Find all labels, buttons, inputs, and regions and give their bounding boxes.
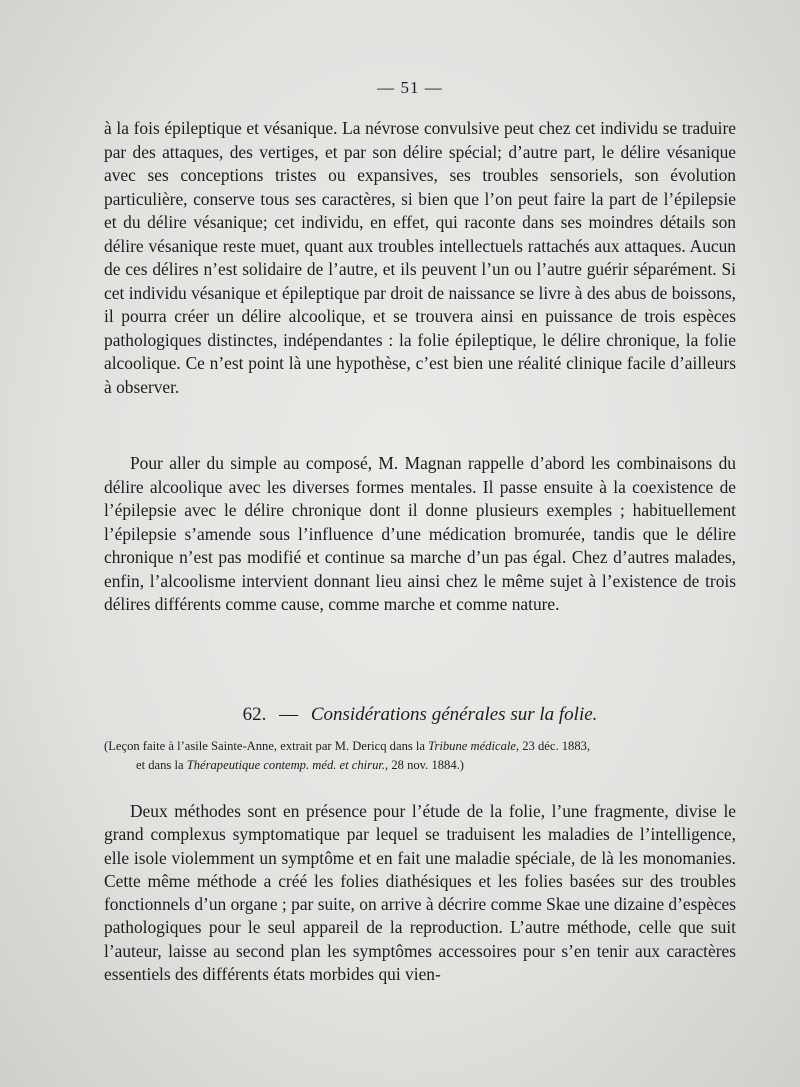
source-journal-therapeutique: Thérapeutique contemp. méd. et chirur. (186, 757, 386, 772)
section-number: 62. (242, 704, 267, 725)
section-dash: — (279, 704, 299, 725)
paragraph-3: Deux méthodes sont en présence pour l’étude de la folie, l’une fragmente, divise le grand complexus symptomatique par lequel se traduisent les maladies de l’intelligence, elle isole violemment un symptôme et en fait une maladie spéciale, de là les monomanies. Cette même méthode a créé les folies diathésiques et les folies basées sur des troubles fonctionnels d’un organe ; par suite, on arrive à décrire comme Skae une dizaine d’espèces pathologiques pour le seul appareil de la reproduction. L’autre méthode, celle que suit l’auteur, laisse au second plan les symptômes accessoires pour s’en tenir aux caractères essentiels des différents états morbides qui vien- (104, 801, 736, 985)
paragraph-1: à la fois épileptique et vésanique. La névrose convulsive peut chez cet individu se traduire par des attaques, des vertiges, et par son délire spécial; d’autre part, le délire vésanique avec ses conceptions tristes ou expansives, ses troubles sensoriels, son évolution particulière, conserve tous ses caractères, si bien que l’on peut faire la part de l’épilepsie et du délire vésanique; cet individu, en effet, qui raconte dans ses moindres détails son délire vésanique reste muet, quant aux troubles intellectuels rattachés aux attaques. Aucun de ces délires n’est solidaire de l’autre, et ils peuvent l’un ou l’autre guérir séparément. Si cet individu vésanique et épileptique par droit de naissance se livre à des abus de boissons, il pourra créer un délire alcoolique, et se trouvera ainsi en puissance de trois espèces pathologiques distinctes, indépendantes : la folie épileptique, le délire chronique, la folie alcoolique. Ce n’est point là une hypothèse, c’est bien une réalité clinique facile d’ailleurs à observer. (104, 118, 736, 397)
section-heading (104, 702, 736, 728)
source-note-text: et dans la (136, 757, 187, 772)
source-note-date: , 28 nov. 1884.) (385, 757, 464, 772)
source-note-line-2 (104, 756, 738, 775)
section-title: Considérations générales sur la folie. (310, 704, 598, 725)
source-note-text: (Leçon faite à l’asile Sainte-Anne, extrait par M. Dericq dans la (104, 739, 429, 753)
source-note (104, 737, 738, 774)
page-number: — 51 — (377, 78, 443, 97)
source-note-date: , 23 déc. 1883, (515, 739, 591, 753)
paragraph-2: Pour aller du simple au composé, M. Magnan rappelle d’abord les combinaisons du délire alcoolique avec les diverses formes mentales. Il passe ensuite à la coexistence de l’épilepsie avec le délire chronique dont il donne plusieurs exemples ; habituellement l’épilepsie s’amende sous l’influence d’une médication bromurée, tandis que le délire chronique n’est pas modifié et continue sa marche d’un pas égal. Chez d’autres malades, enfin, l’alcoolisme intervient donnant lieu ainsi chez le même sujet à l’existence de trois délires différents comme cause, comme marche et comme nature. (104, 453, 736, 614)
source-journal-tribune: Tribune médicale (428, 739, 516, 753)
source-note-line-1 (104, 737, 738, 756)
